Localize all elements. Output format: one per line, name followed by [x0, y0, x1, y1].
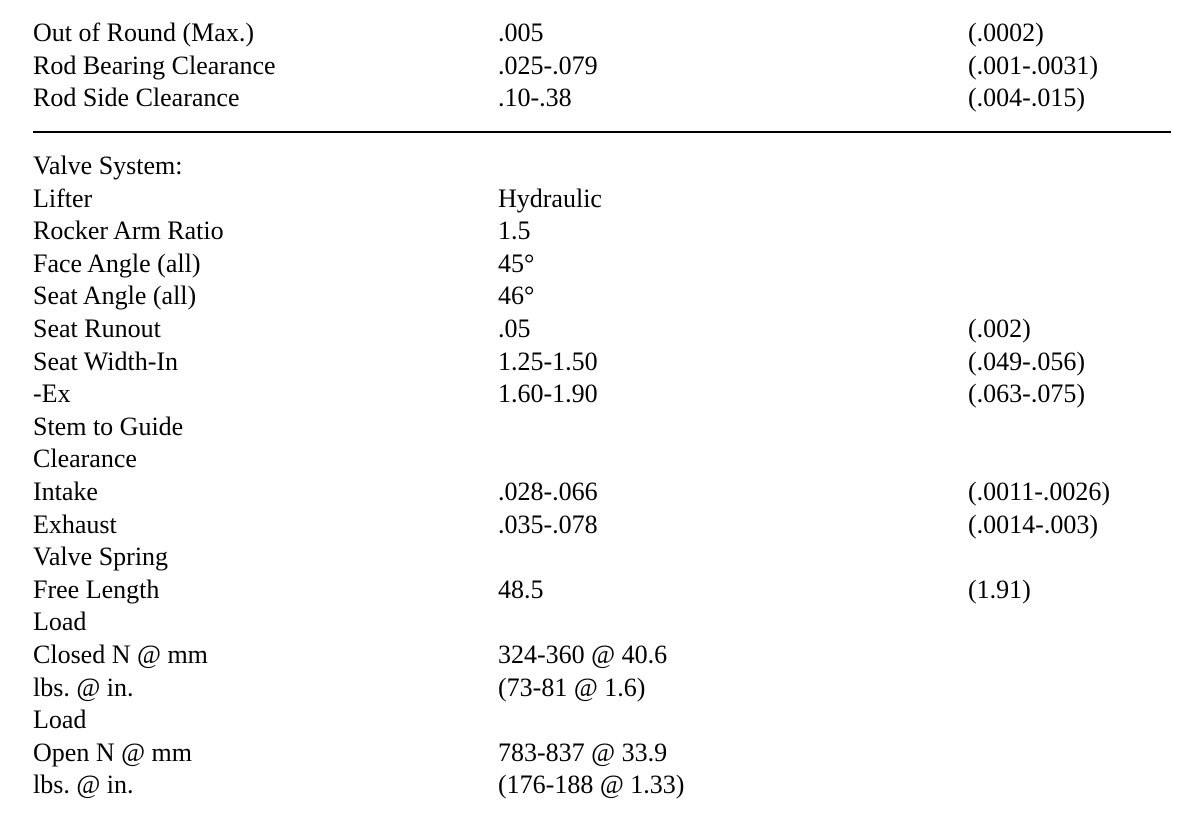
spec-label: Lifter: [33, 183, 93, 213]
spec-row: [0, 215, 1184, 248]
spec-metric-value: 45°: [498, 248, 535, 278]
spec-row: [0, 672, 1184, 705]
spec-english-value: (.0002): [968, 18, 1044, 47]
spec-label: Free Length: [33, 574, 160, 604]
spec-row: [0, 411, 1184, 444]
spec-label: Valve Spring: [33, 542, 169, 572]
spec-row: [0, 737, 1184, 770]
spec-metric-value: 1.25-1.50: [498, 346, 598, 376]
spec-metric-value: .025-.079: [498, 50, 598, 80]
spec-row: [0, 541, 1184, 574]
spec-label: Seat Runout: [33, 313, 161, 343]
spec-metric-value: .10-.38: [498, 83, 572, 113]
spec-label: lbs. @ in.: [33, 672, 134, 702]
spec-label: -Ex: [33, 379, 71, 409]
spec-metric-value: 324-360 @ 40.6: [498, 639, 668, 669]
spec-row: [0, 443, 1184, 476]
spec-row: [0, 606, 1184, 639]
spec-label: Seat Width-In: [33, 346, 179, 376]
spec-label: Clearance: [33, 444, 137, 474]
spec-metric-value: .005: [498, 18, 544, 47]
spec-label: Load: [33, 607, 87, 637]
spec-row: [0, 509, 1184, 542]
spec-row: [0, 313, 1184, 346]
section-heading: Valve System:: [33, 151, 183, 180]
spec-label: Rod Side Clearance: [33, 83, 240, 113]
spec-metric-value: 46°: [498, 281, 535, 311]
spec-label: Intake: [33, 476, 98, 506]
spec-row: [0, 574, 1184, 607]
spec-row: [0, 476, 1184, 509]
spec-metric-value: 783-837 @ 33.9: [498, 737, 668, 767]
spec-metric-value: 1.5: [498, 216, 531, 246]
spec-label: Out of Round (Max.): [33, 18, 254, 47]
spec-label: Face Angle (all): [33, 248, 201, 278]
spec-row: [0, 183, 1184, 216]
spec-metric-value: .028-.066: [498, 476, 598, 506]
spec-row: [0, 378, 1184, 411]
spec-label: Rocker Arm Ratio: [33, 216, 224, 246]
spec-english-value: (.002): [968, 313, 1031, 343]
spec-label: Load: [33, 705, 87, 735]
spec-metric-value: .035-.078: [498, 509, 598, 539]
spec-row: [0, 82, 1184, 115]
spec-english-value: (.0011-.0026): [968, 476, 1111, 506]
spec-label: Closed N @ mm: [33, 639, 208, 669]
section-divider: [33, 131, 1171, 133]
spec-row: [0, 248, 1184, 281]
spec-row: [0, 704, 1184, 737]
valve-system-spec-table: [0, 150, 1184, 802]
spec-row: [0, 769, 1184, 802]
spec-row: [0, 150, 1184, 183]
spec-row: [0, 346, 1184, 379]
spec-english-value: (.001-.0031): [968, 50, 1098, 80]
spec-metric-value: .05: [498, 313, 531, 343]
spec-label: Rod Bearing Clearance: [33, 50, 276, 80]
spec-label: lbs. @ in.: [33, 770, 134, 800]
spec-metric-value: 1.60-1.90: [498, 379, 598, 409]
spec-row: [0, 639, 1184, 672]
spec-label: Stem to Guide: [33, 411, 184, 441]
spec-english-value: (.004-.015): [968, 83, 1085, 113]
connecting-rod-spec-table: [0, 17, 1184, 115]
spec-label: Exhaust: [33, 509, 117, 539]
spec-metric-value: (73-81 @ 1.6): [498, 672, 646, 702]
spec-metric-value: (176-188 @ 1.33): [498, 770, 685, 800]
spec-metric-value: Hydraulic: [498, 183, 602, 213]
spec-english-value: (.049-.056): [968, 346, 1085, 376]
spec-row: [0, 17, 1184, 50]
spec-row: [0, 280, 1184, 313]
spec-english-value: (.0014-.003): [968, 509, 1098, 539]
spec-label: Seat Angle (all): [33, 281, 197, 311]
spec-label: Open N @ mm: [33, 737, 192, 767]
spec-english-value: (.063-.075): [968, 379, 1085, 409]
spec-english-value: (1.91): [968, 574, 1031, 604]
spec-metric-value: 48.5: [498, 574, 544, 604]
spec-row: [0, 50, 1184, 83]
